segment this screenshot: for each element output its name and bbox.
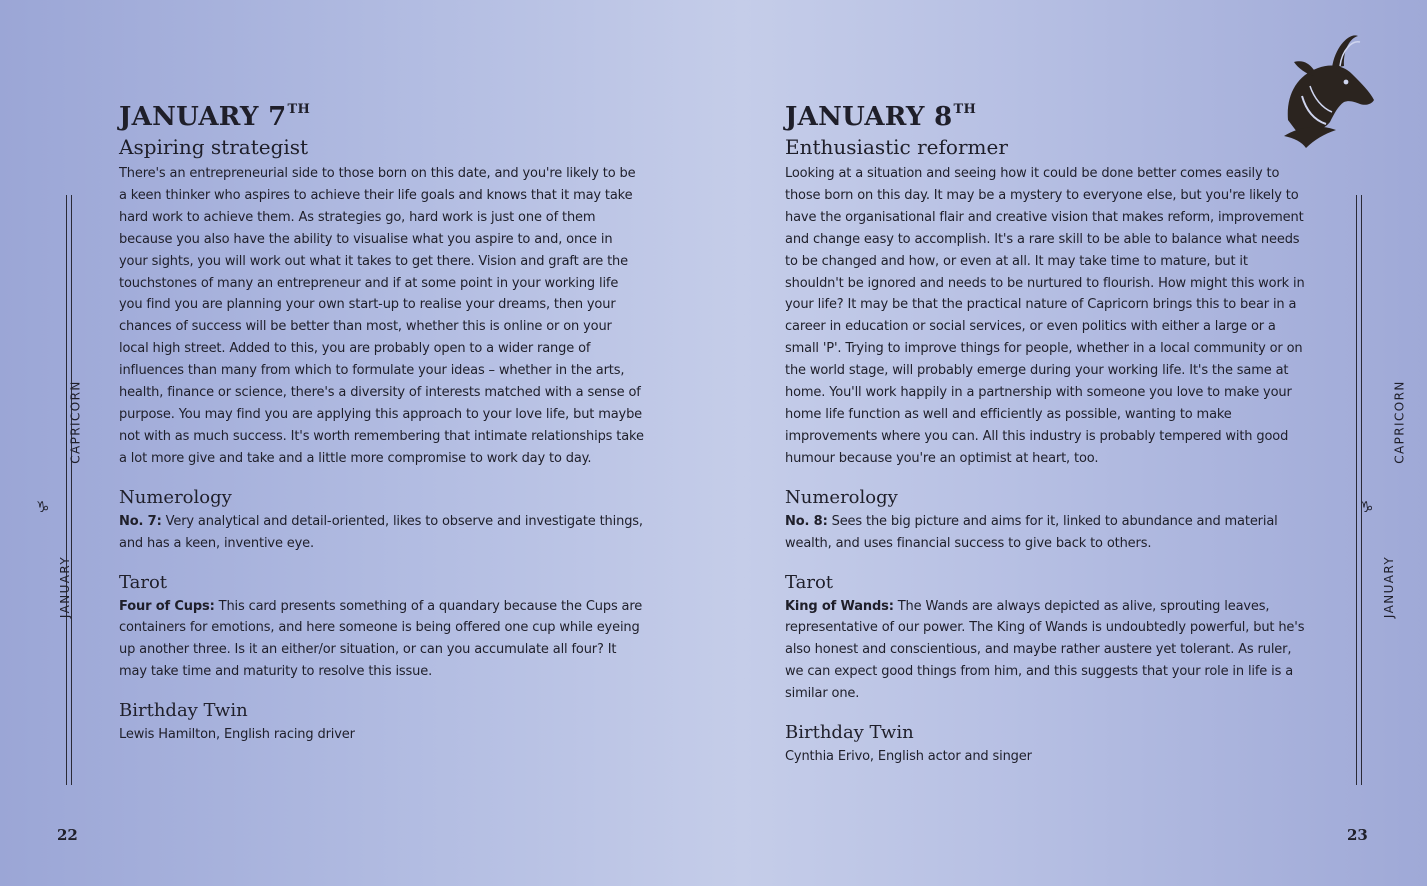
tarot-text: Four of Cups: This card presents something of a quandary because the Cups are containers for emotions, and here someone is being offered one cup while eyeing up another three. Is it an either/or situation, or can you accumulate all four? It may take time and maturity to resolve this issue. (119, 598, 643, 680)
birthday-twin-heading: Birthday Twin (119, 700, 248, 722)
numerology-text: No. 8: Sees the big picture and aims for it, linked to abundance and material wealth, and uses financial success to give back to others. (785, 513, 1278, 551)
entry-paragraph: There's an entrepreneurial side to those born on this date, and you're likely to be a keen thinker who aspires to achieve their life goals and knows that it may take hard work to achieve them. As strategies go, hard work is just one of them because you also have the ability to visualise what you aspire to and, once in your sights, you will work out what it takes to get there. Vision and graft are the touchstones of many an entrepreneur and if at some point in your working life you find you are planning your own start-up to realise your dreams, then your chances of success will be better than most, whether this is online or on your local high street. Added to this, you are probably open to a wider range of influences than many from which to formulate your ideas – whether in the arts, health, finance or science, there's a diversity of interests matched with a sense of purpose. You may find you are applying this approach to your love life, but maybe not with as much success. It's worth remembering that intimate relationships take a lot more give and take and a little more compromise to work day to day. (119, 166, 644, 466)
birthday-twin-text: Cynthia Erivo, English actor and singer (785, 749, 1032, 765)
entry-subtitle: Aspiring strategist (119, 135, 309, 159)
capricorn-glyph-icon: ♑ (1360, 498, 1374, 516)
left-page (0, 0, 713, 886)
capricorn-glyph-icon: ♑ (36, 498, 50, 516)
birthday-twin-text: Lewis Hamilton, English racing driver (119, 727, 355, 743)
tarot-text: King of Wands: The Wands are always depicted as alive, sprouting leaves, representative of our power. The King of Wands is undoubtedly powerful, but he's also honest and conscientious, and maybe rather austere yet tolerant. As ruler, we can expect good things from him, and this suggests that your role in life is a similar one. (785, 598, 1305, 702)
entry-paragraph: Looking at a situation and seeing how it could be done better comes easily to those born on this day. It may be a mystery to everyone else, but you're likely to have the organisational flair and creative vision that makes reform, improvement and change easy to accomplish. It's a rare skill to be able to balance what needs to be changed and how, or even at all. It may take time to mature, but it shouldn't be ignored and needs to be nurtured to flourish. How might this work in your life? It may be that the practical nature of Capricorn brings this to bear in a career in education or social services, or even politics with either a large or a small 'P'. Trying to improve things for people, whether in a local community or on the world stage, will probably emerge during your working life. It's the same at home. You'll work happily in a partnership with someone you love to make your home life function as well and efficiently as possible, wanting to make improvements where you can. All this industry is probably tempered with good humour because you're an optimist at heart, too. (785, 166, 1305, 466)
numerology-heading: Numerology (785, 486, 898, 508)
entry-subtitle: Enthusiastic reformer (785, 135, 1008, 159)
side-rule (1356, 195, 1362, 785)
birthday-twin-heading: Birthday Twin (785, 722, 914, 744)
page-number: 22 (57, 826, 78, 844)
tarot-heading: Tarot (119, 571, 168, 593)
date-title: JANUARY 7TH (119, 102, 311, 132)
right-page (713, 0, 1427, 886)
numerology-heading: Numerology (119, 486, 232, 508)
entry-column (785, 94, 1305, 768)
side-rule (66, 195, 72, 785)
page-number: 23 (1347, 826, 1368, 844)
date-title: JANUARY 8TH (785, 102, 977, 132)
tarot-heading: Tarot (785, 571, 834, 593)
side-month-label: JANUARY (58, 555, 73, 619)
side-month-label: JANUARY (1382, 555, 1397, 619)
side-sign-label: CAPRICORN (1392, 380, 1407, 464)
entry-column (119, 94, 644, 746)
numerology-text: No. 7: Very analytical and detail-oriented, likes to observe and investigate things, and has a keen, inventive eye. (119, 513, 643, 551)
side-sign-label: CAPRICORN (68, 380, 83, 464)
